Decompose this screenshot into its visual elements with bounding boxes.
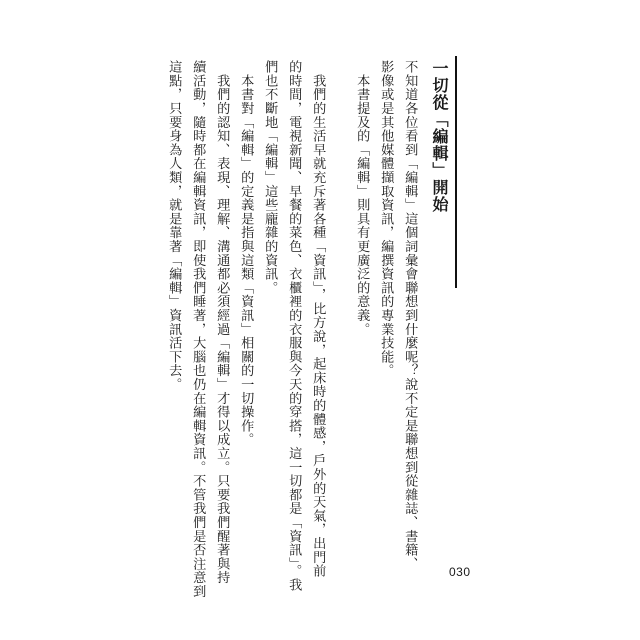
body-column: 本書對「編輯」的定義是指與這類「資訊」相關的一切操作。 [238, 60, 254, 447]
body-column: 不知道各位看到「編輯」這個詞彙會聯想到什麼呢？說不定是聯想到從雜誌、書籍、 [402, 60, 418, 571]
body-column: 這點，只要身為人類，就是靠著「編輯」資訊活下去。 [166, 60, 182, 392]
body-column: 我們的生活早就充斥著各種「資訊」，比方說，起床時的體感，戶外的天氣，出門前 [310, 60, 326, 578]
body-column: 影像或是其他媒體擷取資訊，編撰資訊的專業技能。 [378, 60, 394, 378]
body-column: 本書提及的「編輯」則具有更廣泛的意義。 [354, 60, 370, 336]
body-column: 的時間，電視新聞、早餐的菜色、衣櫃裡的衣服與今天的穿搭，這一切都是「資訊」。我 [286, 60, 302, 592]
heading-rule [455, 56, 457, 288]
body-column: 我們的認知、表現、理解、溝通都必須經過「編輯」才得以成立。只要我們醒著與持 [214, 60, 230, 585]
page-number: 030 [449, 565, 471, 579]
chapter-heading: 一切從「編輯」開始 [430, 60, 449, 213]
body-column: 續活動，隨時都在編輯資訊，即使我們睡著，大腦也仍在編輯資訊。不管我們是否注意到 [190, 60, 206, 599]
body-column: 們也不斷地「編輯」這些龐雜的資訊。 [262, 60, 278, 295]
